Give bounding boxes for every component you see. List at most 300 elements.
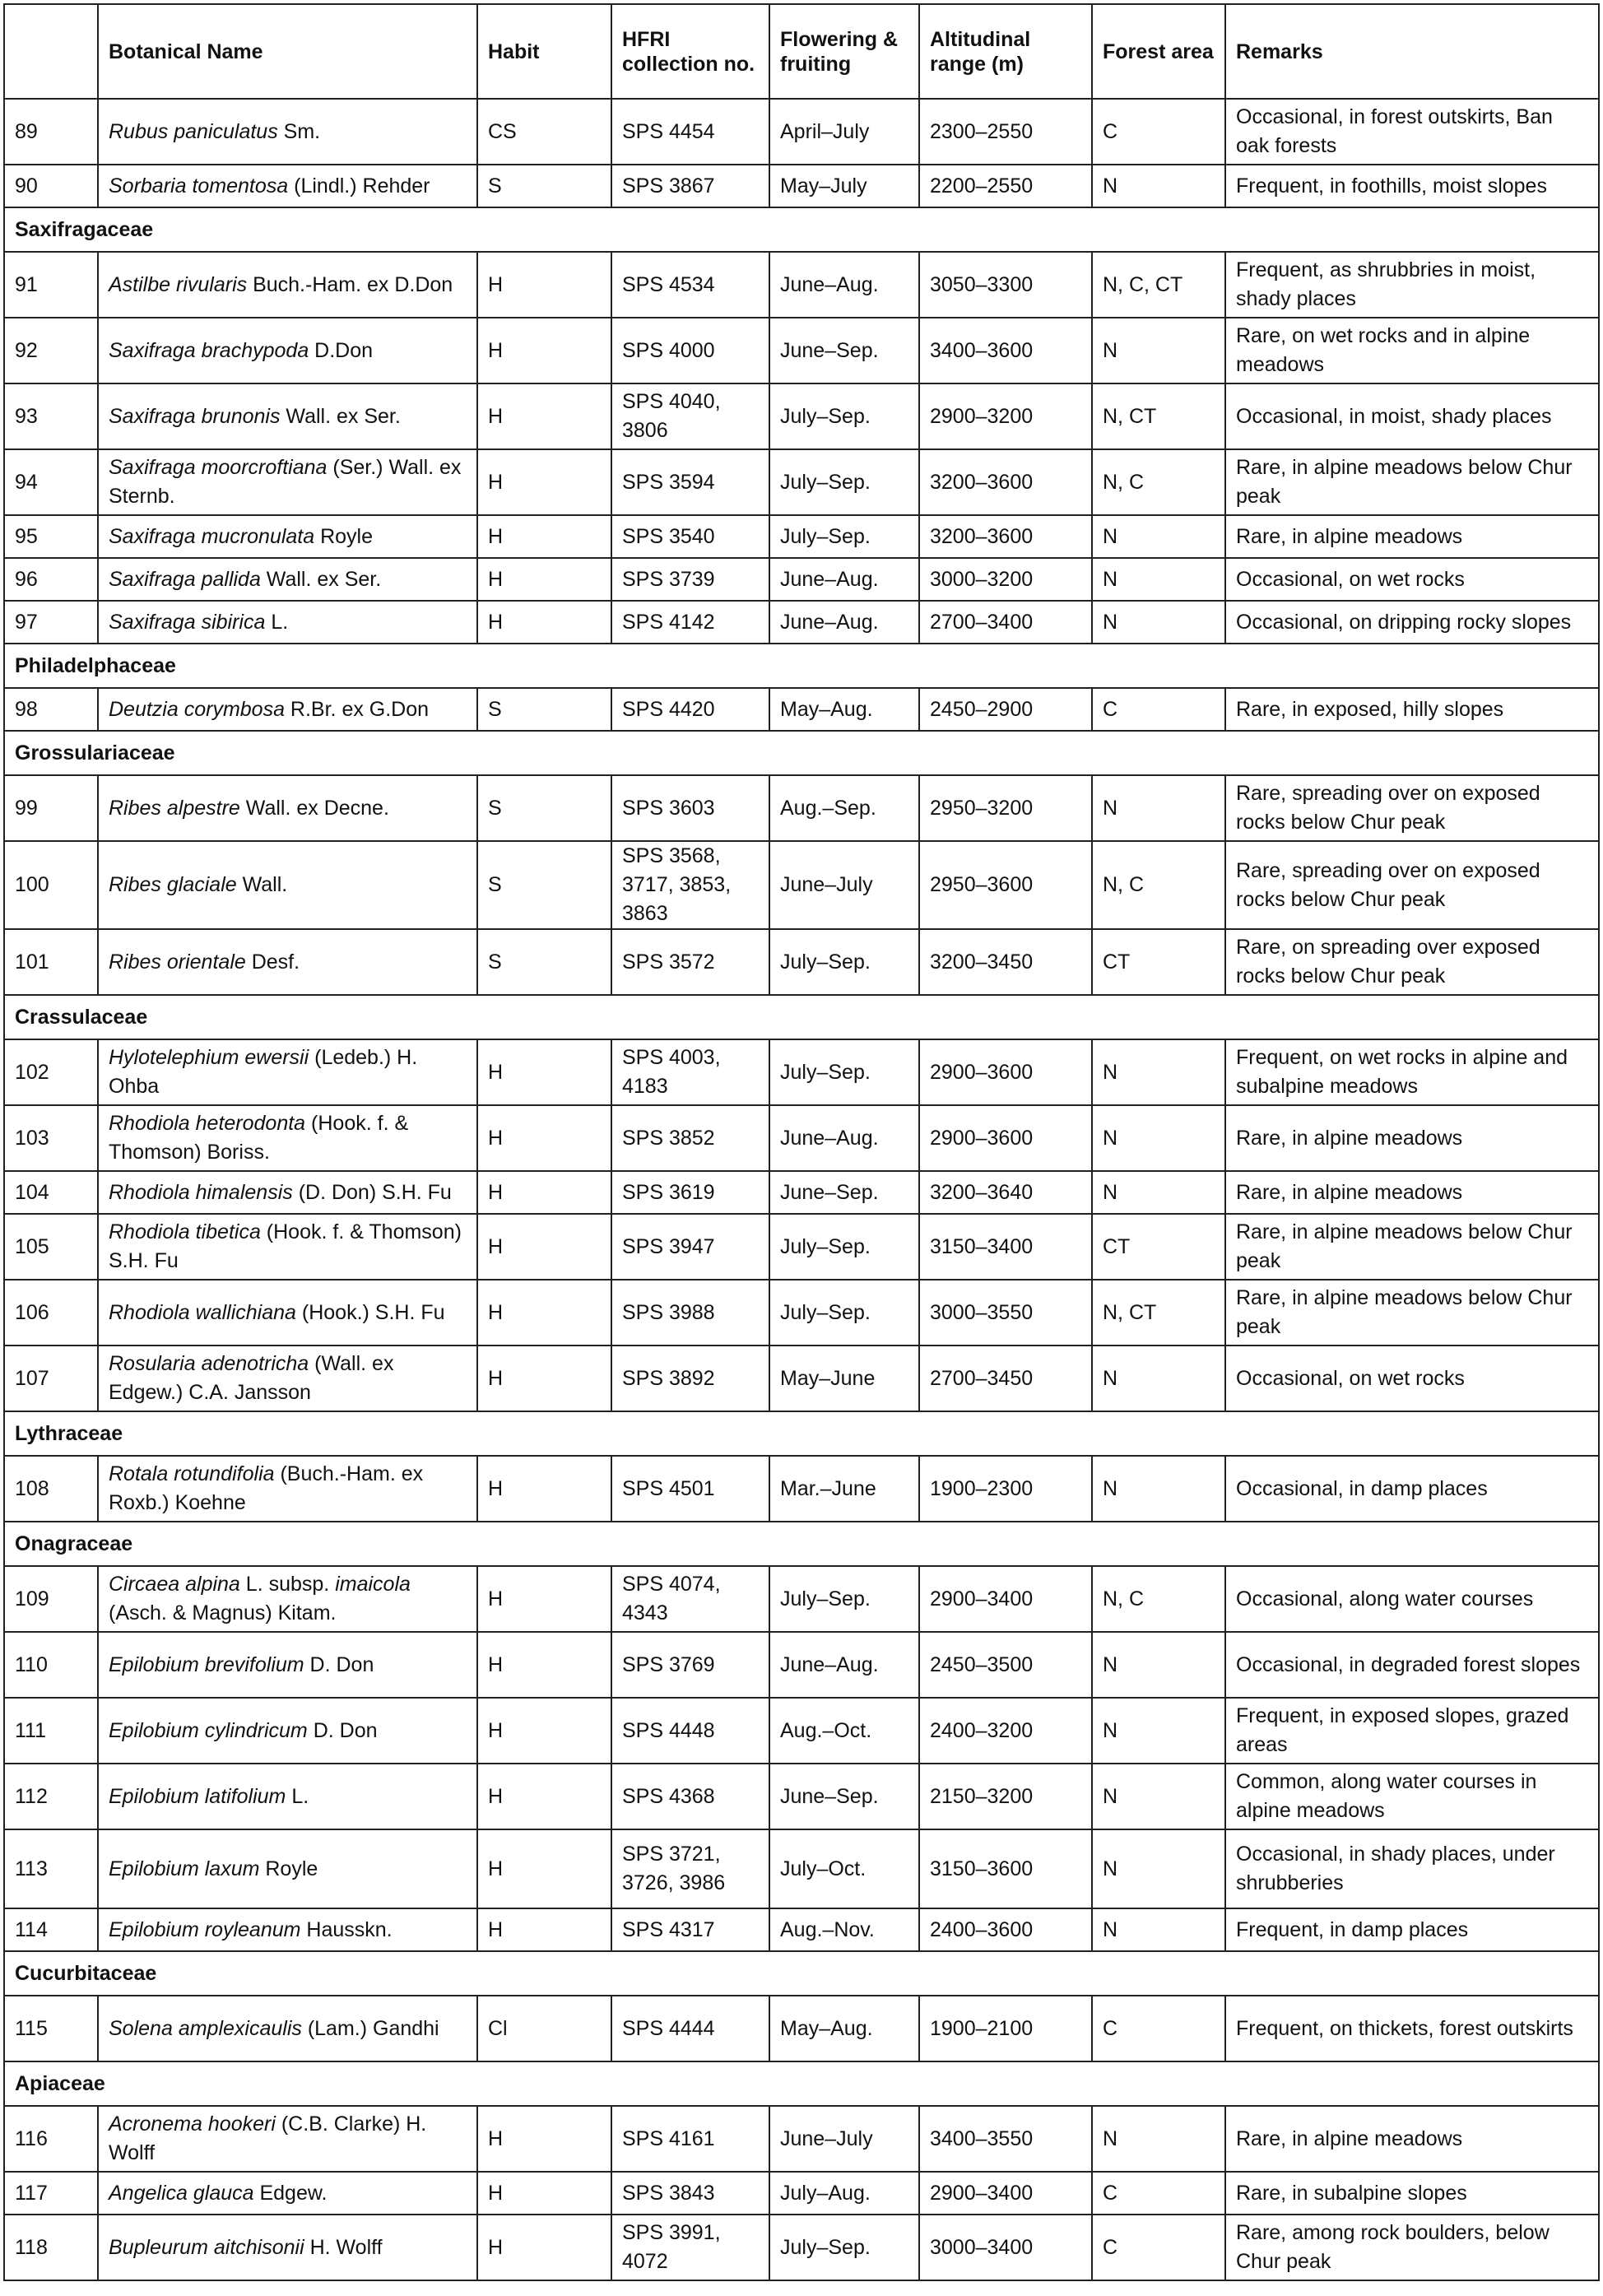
collection-number: SPS 4040, 3806 xyxy=(611,383,769,449)
serial-number: 95 xyxy=(4,515,98,558)
table-header xyxy=(4,4,1599,99)
family-name: Cucurbitaceae xyxy=(4,1951,1599,1996)
altitude-range: 1900–2300 xyxy=(919,1456,1092,1522)
species-row xyxy=(4,1456,1599,1522)
botanical-name xyxy=(98,318,477,383)
family-name: Onagraceae xyxy=(4,1522,1599,1566)
habit: H xyxy=(477,2215,611,2280)
remarks: Rare, in alpine meadows xyxy=(1225,2106,1599,2172)
botanical-name xyxy=(98,515,477,558)
header-remarks: Remarks xyxy=(1225,4,1599,99)
species-row xyxy=(4,929,1599,995)
flowering-period: July–Sep. xyxy=(769,929,919,995)
collection-number: SPS 3721, 3726, 3986 xyxy=(611,1829,769,1908)
forest-area: N xyxy=(1092,1764,1225,1829)
species-epithet: rivularis xyxy=(176,272,248,296)
botanical-name xyxy=(98,1566,477,1632)
species-authority: (Hook. f. & Thomson) Boriss. xyxy=(109,1112,409,1164)
remarks: Rare, in alpine meadows xyxy=(1225,515,1599,558)
species-authority: D.Don xyxy=(309,338,374,362)
species-authority: Wall. xyxy=(236,873,288,896)
serial-number: 100 xyxy=(4,841,98,929)
forest-area: N xyxy=(1092,775,1225,841)
serial-number: 101 xyxy=(4,929,98,995)
species-epithet: himalensis xyxy=(195,1180,293,1204)
family-name: Saxifragaceae xyxy=(4,207,1599,252)
species-epithet: sibirica xyxy=(201,610,266,634)
species-epithet: adenotricha xyxy=(201,1352,309,1375)
species-authority: (C.B. Clarke) H. Wolff xyxy=(109,2112,427,2164)
serial-number: 115 xyxy=(4,1996,98,2061)
species-row xyxy=(4,2215,1599,2280)
remarks: Frequent, on thickets, forest outskirts xyxy=(1225,1996,1599,2061)
species-genus: Saxifraga xyxy=(109,567,196,591)
serial-number: 93 xyxy=(4,383,98,449)
species-row xyxy=(4,99,1599,165)
flowering-period: June–Sep. xyxy=(769,1171,919,1214)
species-row xyxy=(4,1039,1599,1105)
family-name: Grossulariaceae xyxy=(4,731,1599,775)
flowering-period: June–Aug. xyxy=(769,1632,919,1698)
forest-area: C xyxy=(1092,2215,1225,2280)
botanical-name xyxy=(98,601,477,644)
altitude-range: 2900–3400 xyxy=(919,2172,1092,2215)
family-heading-row xyxy=(4,644,1599,688)
flowering-period: Aug.–Oct. xyxy=(769,1698,919,1764)
altitude-range: 3200–3450 xyxy=(919,929,1092,995)
species-epithet: paniculatus xyxy=(174,119,278,143)
habit: S xyxy=(477,775,611,841)
collection-number: SPS 4003, 4183 xyxy=(611,1039,769,1105)
botanical-name xyxy=(98,383,477,449)
serial-number: 107 xyxy=(4,1346,98,1411)
altitude-range: 2400–3600 xyxy=(919,1908,1092,1951)
collection-number: SPS 3594 xyxy=(611,449,769,515)
forest-area: N xyxy=(1092,1171,1225,1214)
species-genus: Epilobium xyxy=(109,1857,199,1880)
botanical-name xyxy=(98,1829,477,1908)
habit: H xyxy=(477,1280,611,1346)
species-row xyxy=(4,1171,1599,1214)
species-genus: Rhodiola xyxy=(109,1300,190,1324)
remarks: Frequent, in damp places xyxy=(1225,1908,1599,1951)
species-epithet: latifolium xyxy=(204,1784,286,1808)
species-row xyxy=(4,1698,1599,1764)
forest-area: N xyxy=(1092,515,1225,558)
collection-number: SPS 4420 xyxy=(611,688,769,731)
botanical-name xyxy=(98,841,477,929)
species-genus: Solena xyxy=(109,2016,173,2040)
family-name: Crassulaceae xyxy=(4,995,1599,1039)
habit: H xyxy=(477,383,611,449)
species-genus: Rubus xyxy=(109,119,169,143)
collection-number: SPS 3852 xyxy=(611,1105,769,1171)
species-epithet: alpestre xyxy=(166,796,240,820)
species-genus: Rotala xyxy=(109,1462,169,1485)
species-authority: Wall. ex Ser. xyxy=(260,567,382,591)
family-heading-row xyxy=(4,1522,1599,1566)
family-heading-row xyxy=(4,1951,1599,1996)
collection-number: SPS 4501 xyxy=(611,1456,769,1522)
flowering-period: May–Aug. xyxy=(769,688,919,731)
species-authority: Sm. xyxy=(277,119,321,143)
species-authority: (Buch.-Ham. ex Roxb.) Koehne xyxy=(109,1462,424,1514)
habit: H xyxy=(477,1632,611,1698)
forest-area: N xyxy=(1092,1039,1225,1105)
habit: H xyxy=(477,1698,611,1764)
species-row xyxy=(4,601,1599,644)
species-genus: Ribes xyxy=(109,950,161,974)
species-authority: (Hook. f. & Thomson) S.H. Fu xyxy=(109,1220,462,1272)
remarks: Rare, spreading over on exposed rocks below Chur peak xyxy=(1225,841,1599,929)
species-genus: Saxifraga xyxy=(109,456,196,479)
forest-area: N xyxy=(1092,165,1225,207)
serial-number: 104 xyxy=(4,1171,98,1214)
remarks: Occasional, on wet rocks xyxy=(1225,1346,1599,1411)
habit: S xyxy=(477,688,611,731)
botanical-name xyxy=(98,165,477,207)
species-genus: Rhodiola xyxy=(109,1180,190,1204)
habit: H xyxy=(477,1214,611,1280)
forest-area: N, CT xyxy=(1092,1280,1225,1346)
forest-area: N xyxy=(1092,1908,1225,1951)
botanical-name xyxy=(98,558,477,601)
header-botanical-name: Botanical Name xyxy=(98,4,477,99)
flowering-period: July–Sep. xyxy=(769,2215,919,2280)
forest-area: CT xyxy=(1092,929,1225,995)
species-row xyxy=(4,318,1599,383)
flowering-period: June–Aug. xyxy=(769,558,919,601)
altitude-range: 3000–3550 xyxy=(919,1280,1092,1346)
botanical-name xyxy=(98,688,477,731)
habit: H xyxy=(477,318,611,383)
habit: S xyxy=(477,165,611,207)
flowering-period: Aug.–Nov. xyxy=(769,1908,919,1951)
species-genus: Angelica xyxy=(109,2181,188,2205)
remarks: Frequent, on wet rocks in alpine and subalpine meadows xyxy=(1225,1039,1599,1105)
habit: H xyxy=(477,1764,611,1829)
species-genus: Hylotelephium xyxy=(109,1046,239,1069)
botanical-name xyxy=(98,1632,477,1698)
family-heading-row xyxy=(4,1411,1599,1456)
remarks: Frequent, in foothills, moist slopes xyxy=(1225,165,1599,207)
collection-number: SPS 3769 xyxy=(611,1632,769,1698)
species-genus: Saxifraga xyxy=(109,524,196,548)
species-genus: Sorbaria xyxy=(109,174,187,198)
habit: H xyxy=(477,449,611,515)
family-heading-row xyxy=(4,731,1599,775)
flowering-period: July–Sep. xyxy=(769,1566,919,1632)
collection-number: SPS 3619 xyxy=(611,1171,769,1214)
remarks: Rare, in subalpine slopes xyxy=(1225,2172,1599,2215)
flowering-period: May–Aug. xyxy=(769,1996,919,2061)
altitude-range: 2900–3400 xyxy=(919,1566,1092,1632)
altitude-range: 3400–3550 xyxy=(919,2106,1092,2172)
flowering-period: April–July xyxy=(769,99,919,165)
serial-number: 90 xyxy=(4,165,98,207)
header-altitudinal-range: Altitudinal range (m) xyxy=(919,4,1092,99)
header-serial-number xyxy=(4,4,98,99)
remarks: Frequent, in exposed slopes, grazed areas xyxy=(1225,1698,1599,1764)
serial-number: 106 xyxy=(4,1280,98,1346)
species-row xyxy=(4,165,1599,207)
altitude-range: 2450–2900 xyxy=(919,688,1092,731)
species-epithet: hookeri xyxy=(207,2112,276,2136)
flowering-period: July–Sep. xyxy=(769,1214,919,1280)
species-epithet: brunonis xyxy=(201,404,281,428)
species-authority: (Ser.) Wall. ex Sternb. xyxy=(109,456,462,508)
header-row xyxy=(4,4,1599,99)
remarks: Occasional, on dripping rocky slopes xyxy=(1225,601,1599,644)
remarks: Rare, in alpine meadows xyxy=(1225,1105,1599,1171)
forest-area: N xyxy=(1092,601,1225,644)
species-row xyxy=(4,1214,1599,1280)
forest-area: N xyxy=(1092,1456,1225,1522)
species-checklist-table xyxy=(3,3,1600,2281)
species-authority: Wall. ex Ser. xyxy=(280,404,401,428)
botanical-name xyxy=(98,2106,477,2172)
species-row xyxy=(4,1566,1599,1632)
forest-area: N xyxy=(1092,1698,1225,1764)
species-epithet: pallida xyxy=(201,567,261,591)
altitude-range: 2200–2550 xyxy=(919,165,1092,207)
header-habit: Habit xyxy=(477,4,611,99)
altitude-range: 2400–3200 xyxy=(919,1698,1092,1764)
altitude-range: 2450–3500 xyxy=(919,1632,1092,1698)
species-row xyxy=(4,1908,1599,1951)
species-epithet: royleanum xyxy=(204,1917,301,1941)
botanical-name xyxy=(98,1908,477,1951)
family-name: Apiaceae xyxy=(4,2061,1599,2106)
species-epithet: orientale xyxy=(166,950,246,974)
altitude-range: 3200–3600 xyxy=(919,449,1092,515)
serial-number: 118 xyxy=(4,2215,98,2280)
botanical-name xyxy=(98,1105,477,1171)
species-row xyxy=(4,1632,1599,1698)
species-genus: Epilobium xyxy=(109,1718,199,1742)
serial-number: 99 xyxy=(4,775,98,841)
botanical-name xyxy=(98,1171,477,1214)
serial-number: 91 xyxy=(4,252,98,318)
forest-area: C xyxy=(1092,2172,1225,2215)
serial-number: 103 xyxy=(4,1105,98,1171)
species-row xyxy=(4,383,1599,449)
flowering-period: July–Aug. xyxy=(769,2172,919,2215)
species-row xyxy=(4,1829,1599,1908)
species-row xyxy=(4,1105,1599,1171)
flowering-period: May–July xyxy=(769,165,919,207)
forest-area: N xyxy=(1092,1105,1225,1171)
species-authority: (Ledeb.) H. Ohba xyxy=(109,1046,418,1098)
habit: S xyxy=(477,841,611,929)
remarks: Occasional, in forest outskirts, Ban oak forests xyxy=(1225,99,1599,165)
collection-number: SPS 4074, 4343 xyxy=(611,1566,769,1632)
altitude-range: 3150–3400 xyxy=(919,1214,1092,1280)
altitude-range: 3400–3600 xyxy=(919,318,1092,383)
collection-number: SPS 3892 xyxy=(611,1346,769,1411)
collection-number: SPS 4142 xyxy=(611,601,769,644)
collection-number: SPS 3568, 3717, 3853, 3863 xyxy=(611,841,769,929)
altitude-range: 2900–3200 xyxy=(919,383,1092,449)
species-epithet: mucronulata xyxy=(201,524,315,548)
species-authority: Desf. xyxy=(245,950,300,974)
habit: H xyxy=(477,2172,611,2215)
habit: H xyxy=(477,1039,611,1105)
species-authority: D. Don xyxy=(307,1718,378,1742)
forest-area: N, C xyxy=(1092,1566,1225,1632)
remarks: Frequent, as shrubbries in moist, shady places xyxy=(1225,252,1599,318)
botanical-name xyxy=(98,1456,477,1522)
species-genus: Saxifraga xyxy=(109,610,196,634)
collection-number: SPS 4448 xyxy=(611,1698,769,1764)
habit: H xyxy=(477,1456,611,1522)
collection-number: SPS 3988 xyxy=(611,1280,769,1346)
flowering-period: June–Aug. xyxy=(769,252,919,318)
species-epithet: wallichiana xyxy=(195,1300,296,1324)
forest-area: N, C xyxy=(1092,449,1225,515)
serial-number: 116 xyxy=(4,2106,98,2172)
family-heading-row xyxy=(4,207,1599,252)
habit: S xyxy=(477,929,611,995)
header-collection-number: HFRI collection no. xyxy=(611,4,769,99)
remarks: Occasional, in shady places, under shrubberies xyxy=(1225,1829,1599,1908)
botanical-name xyxy=(98,1346,477,1411)
species-row xyxy=(4,449,1599,515)
forest-area: N xyxy=(1092,558,1225,601)
serial-number: 117 xyxy=(4,2172,98,2215)
collection-number: SPS 3991, 4072 xyxy=(611,2215,769,2280)
flowering-period: July–Sep. xyxy=(769,1039,919,1105)
species-row xyxy=(4,688,1599,731)
species-epithet: tibetica xyxy=(195,1220,261,1243)
table-body xyxy=(4,99,1599,2280)
altitude-range: 3200–3640 xyxy=(919,1171,1092,1214)
remarks: Occasional, along water courses xyxy=(1225,1566,1599,1632)
species-epithet: glaciale xyxy=(166,873,237,896)
species-epithet: brevifolium xyxy=(204,1652,304,1676)
species-epithet: aitchisonii xyxy=(213,2235,304,2259)
habit: H xyxy=(477,1346,611,1411)
altitude-range: 3050–3300 xyxy=(919,252,1092,318)
species-authority: L. xyxy=(265,610,289,634)
species-authority: Wall. ex Decne. xyxy=(239,796,389,820)
collection-number: SPS 4444 xyxy=(611,1996,769,2061)
species-epithet: corymbosa xyxy=(184,697,285,721)
species-authority: R.Br. ex G.Don xyxy=(284,697,430,721)
subspecies-authority: (Asch. & Magnus) Kitam. xyxy=(109,1601,337,1624)
species-row xyxy=(4,1996,1599,2061)
remarks: Common, along water courses in alpine meadows xyxy=(1225,1764,1599,1829)
flowering-period: July–Sep. xyxy=(769,449,919,515)
species-authority: Royle xyxy=(314,524,374,548)
habit: CS xyxy=(477,99,611,165)
species-genus: Saxifraga xyxy=(109,404,196,428)
flowering-period: July–Sep. xyxy=(769,1280,919,1346)
habit: H xyxy=(477,558,611,601)
family-heading-row xyxy=(4,2061,1599,2106)
remarks: Rare, on spreading over exposed rocks below Chur peak xyxy=(1225,929,1599,995)
flowering-period: July–Sep. xyxy=(769,383,919,449)
species-genus: Acronema xyxy=(109,2112,202,2136)
species-row xyxy=(4,558,1599,601)
habit: Cl xyxy=(477,1996,611,2061)
forest-area: C xyxy=(1092,99,1225,165)
serial-number: 112 xyxy=(4,1764,98,1829)
serial-number: 109 xyxy=(4,1566,98,1632)
species-genus: Rosularia xyxy=(109,1352,196,1375)
flowering-period: Aug.–Sep. xyxy=(769,775,919,841)
family-name: Lythraceae xyxy=(4,1411,1599,1456)
altitude-range: 3000–3200 xyxy=(919,558,1092,601)
species-epithet: laxum xyxy=(204,1857,260,1880)
family-heading-row xyxy=(4,995,1599,1039)
habit: H xyxy=(477,601,611,644)
species-epithet: brachypoda xyxy=(201,338,309,362)
remarks: Rare, in alpine meadows below Chur peak xyxy=(1225,1280,1599,1346)
botanical-name xyxy=(98,2215,477,2280)
species-genus: Ribes xyxy=(109,873,161,896)
remarks: Rare, among rock boulders, below Chur peak xyxy=(1225,2215,1599,2280)
habit: H xyxy=(477,252,611,318)
remarks: Rare, in exposed, hilly slopes xyxy=(1225,688,1599,731)
forest-area: N, C, CT xyxy=(1092,252,1225,318)
serial-number: 113 xyxy=(4,1829,98,1908)
remarks: Rare, in alpine meadows xyxy=(1225,1171,1599,1214)
forest-area: N, C xyxy=(1092,841,1225,929)
collection-number: SPS 4368 xyxy=(611,1764,769,1829)
collection-number: SPS 3867 xyxy=(611,165,769,207)
remarks: Rare, in alpine meadows below Chur peak xyxy=(1225,1214,1599,1280)
altitude-range: 3200–3600 xyxy=(919,515,1092,558)
species-authority: (Wall. ex Edgew.) C.A. Jansson xyxy=(109,1352,394,1404)
flowering-period: July–Oct. xyxy=(769,1829,919,1908)
collection-number: SPS 4161 xyxy=(611,2106,769,2172)
species-authority: (Hook.) S.H. Fu xyxy=(295,1300,445,1324)
flowering-period: June–July xyxy=(769,841,919,929)
forest-area: CT xyxy=(1092,1214,1225,1280)
altitude-range: 3150–3600 xyxy=(919,1829,1092,1908)
flowering-period: June–Aug. xyxy=(769,1105,919,1171)
altitude-range: 2900–3600 xyxy=(919,1039,1092,1105)
species-genus: Circaea xyxy=(109,1573,180,1596)
remarks: Occasional, in degraded forest slopes xyxy=(1225,1632,1599,1698)
species-row xyxy=(4,515,1599,558)
species-authority: Edgew. xyxy=(253,2181,328,2205)
botanical-name xyxy=(98,1698,477,1764)
altitude-range: 2700–3400 xyxy=(919,601,1092,644)
serial-number: 110 xyxy=(4,1632,98,1698)
species-authority: Hausskn. xyxy=(300,1917,393,1941)
habit: H xyxy=(477,1566,611,1632)
habit: H xyxy=(477,1908,611,1951)
botanical-name xyxy=(98,1039,477,1105)
habit: H xyxy=(477,1829,611,1908)
species-genus: Astilbe xyxy=(109,272,171,296)
serial-number: 102 xyxy=(4,1039,98,1105)
serial-number: 98 xyxy=(4,688,98,731)
species-genus: Ribes xyxy=(109,796,161,820)
collection-number: SPS 3572 xyxy=(611,929,769,995)
remarks: Rare, on wet rocks and in alpine meadows xyxy=(1225,318,1599,383)
botanical-name xyxy=(98,99,477,165)
collection-number: SPS 4317 xyxy=(611,1908,769,1951)
serial-number: 96 xyxy=(4,558,98,601)
forest-area: N xyxy=(1092,2106,1225,2172)
collection-number: SPS 3540 xyxy=(611,515,769,558)
remarks: Rare, in alpine meadows below Chur peak xyxy=(1225,449,1599,515)
species-genus: Bupleurum xyxy=(109,2235,208,2259)
remarks: Occasional, in moist, shady places xyxy=(1225,383,1599,449)
